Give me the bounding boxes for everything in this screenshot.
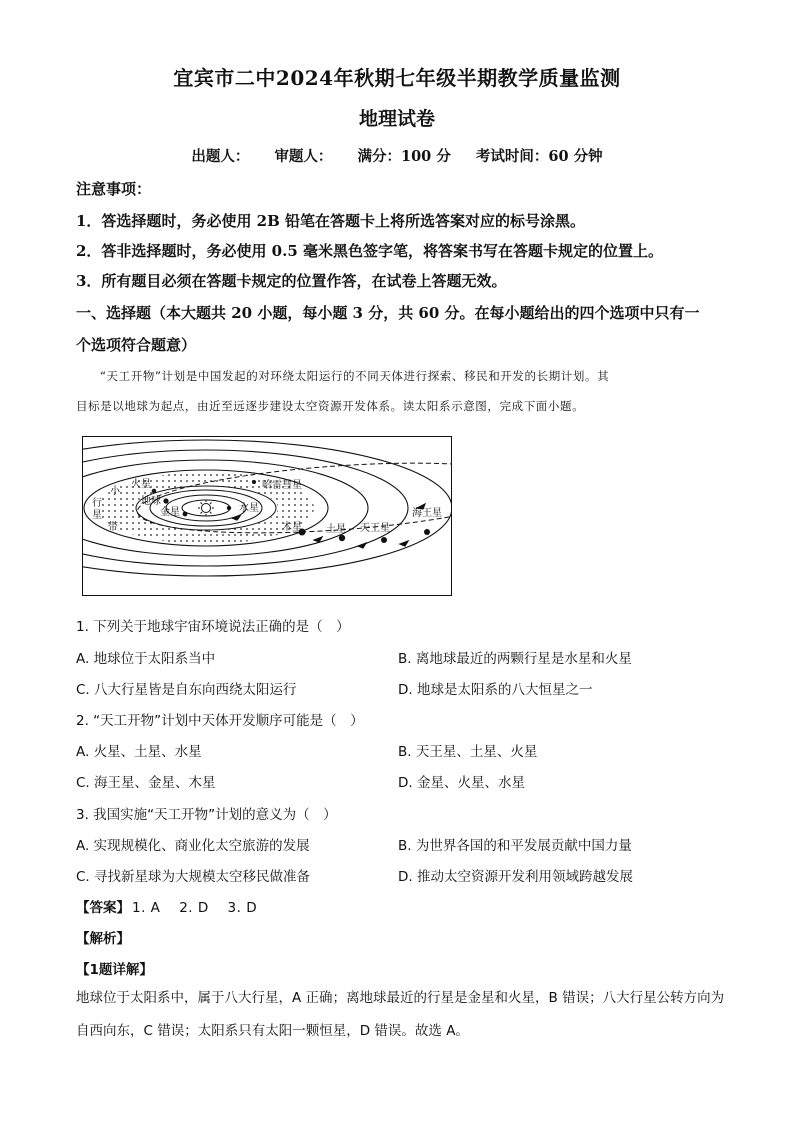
passage-line1: “天工开物”计划是中国发起的对环绕太阳运行的不同天体进行探索、移民和开发的长期计划。其 <box>100 369 610 383</box>
question-2-stem: 2. “天工开物”计划中天体开发顺序可能是（ ） <box>76 713 364 729</box>
detail-tag: 【1题详解】 <box>76 962 153 978</box>
section-heading-line2: 个选项符合题意） <box>76 336 197 354</box>
exam-info-line <box>0 145 794 166</box>
label-asteroid-belt-2: 行 <box>92 498 102 509</box>
question-3-option-b[interactable]: B. 为世界各国的和平发展贡献中国力量 <box>398 838 632 854</box>
analysis-heading <box>76 927 130 947</box>
detail-heading <box>76 958 153 978</box>
label-asteroid-belt-3: 星 <box>92 510 102 521</box>
notice-item: 1．答选择题时，务必使用 2B 铅笔在答题卡上将所选答案对应的标号涂黑。 <box>76 212 585 230</box>
uranus-planet <box>381 537 387 543</box>
question-1-option-b[interactable]: B. 离地球最近的两颗行星是水星和火星 <box>398 651 632 667</box>
notice-heading: 注意事项： <box>76 180 152 198</box>
question-2-option-a[interactable]: A. 火星、土星、水星 <box>76 744 202 760</box>
exam-subtitle: 地理试卷 <box>358 108 435 130</box>
question-1-option-c[interactable]: C. 八大行星皆是自东向西绕太阳运行 <box>76 682 297 698</box>
halley-comet <box>252 480 256 484</box>
label-asteroid-belt-1: 小 <box>110 486 120 497</box>
label-earth: 地球 <box>141 496 161 507</box>
label-asteroid-belt-4: 带 <box>108 522 118 533</box>
venus-planet <box>183 512 188 517</box>
mercury-planet <box>227 506 231 510</box>
earth-planet <box>163 498 168 503</box>
question-1-option-d[interactable]: D. 地球是太阳系的八大恒星之一 <box>398 682 593 698</box>
label-mercury: 水星 <box>239 503 259 514</box>
solar-system-diagram <box>82 436 452 596</box>
label-uranus: 天王星 <box>360 523 390 534</box>
analysis-text: 地球位于太阳系中，属于八大行星，A 正确；离地球最近的行星是金星和火星，B 错误；八大行星公转方向为自西向东，C 错误；太阳系只有太阳一颗恒星，D 错误。故选 A。 <box>76 990 725 1039</box>
question-2-option-b[interactable]: B. 天王星、土星、火星 <box>398 744 538 760</box>
question-1-option-a[interactable]: A. 地球位于太阳系当中 <box>76 651 216 667</box>
answer-line <box>76 896 257 916</box>
label-saturn: 土星 <box>326 524 346 535</box>
setter-label: 出题人： <box>191 148 250 165</box>
question-3-option-d[interactable]: D. 推动太空资源开发利用领域跨越发展 <box>398 869 633 885</box>
label-jupiter: 木星 <box>282 522 302 533</box>
notice-item: 3．所有题目必须在答题卡规定的位置作答，在试卷上答题无效。 <box>76 272 507 290</box>
answer-tag: 【答案】 <box>76 900 130 916</box>
reviewer-label: 审题人： <box>274 148 333 165</box>
question-2-option-d[interactable]: D. 金星、火星、水星 <box>398 775 525 791</box>
saturn-planet <box>339 535 345 541</box>
label-halley: 哈雷彗星 <box>262 480 302 491</box>
question-3-option-a[interactable]: A. 实现规模化、商业化太空旅游的发展 <box>76 838 310 854</box>
question-3-stem: 3. 我国实施“天工开物”计划的意义为（ ） <box>76 807 337 823</box>
exam-time-label: 考试时间：60 分钟 <box>475 148 603 165</box>
exam-title: 宜宾市二中2024年秋期七年级半期教学质量监测 <box>173 66 621 90</box>
label-neptune: 海王星 <box>412 508 442 519</box>
answer-values: 1. A 2. D 3. D <box>132 900 258 916</box>
question-1-stem: 1. 下列关于地球宇宙环境说法正确的是（ ） <box>76 619 350 635</box>
neptune-planet <box>424 529 430 535</box>
notice-item: 2．答非选择题时，务必使用 0.5 毫米黑色签字笔，将答案书写在答题卡规定的位置上。 <box>76 242 663 260</box>
full-score-label: 满分：100 分 <box>357 148 451 165</box>
passage-line2: 目标是以地球为起点，由近至远逐步建设太空资源开发体系。读太阳系示意图，完成下面小题。 <box>76 399 585 413</box>
label-mars: 火星 <box>131 479 151 490</box>
question-2-option-c[interactable]: C. 海王星、金星、木星 <box>76 775 216 791</box>
section-heading-line1: 一、选择题（本大题共 20 小题，每小题 3 分，共 60 分。在每小题给出的四个选项中只有一 <box>76 304 700 322</box>
mars-planet <box>152 489 157 494</box>
label-venus: 金星 <box>160 507 180 518</box>
question-3-option-c[interactable]: C. 寻找新星球为大规模太空移民做准备 <box>76 869 311 885</box>
analysis-tag: 【解析】 <box>76 931 130 947</box>
